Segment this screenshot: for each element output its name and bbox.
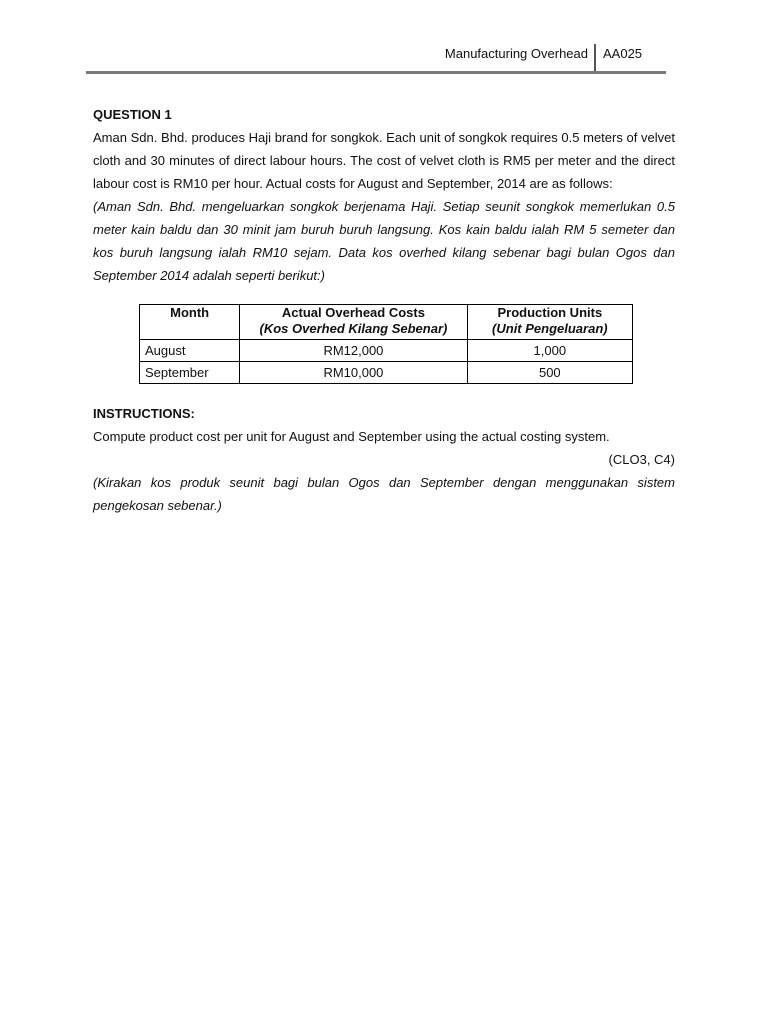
instructions-text-english: Compute product cost per unit for August and September using the actual costing system. <box>93 429 610 444</box>
header-actual-overhead-label: Actual Overhead Costs <box>281 305 425 320</box>
instructions-text-malay: (Kirakan kos produk seunit bagi bulan Ogos dan September dengan menggunakan sistem pengekosan sebenar.) <box>93 475 675 513</box>
header-rule <box>86 71 666 74</box>
clo-reference: (CLO3, C4) <box>608 452 675 467</box>
header-actual-overhead-sublabel: (Kos Overhed Kilang Sebenar) <box>259 321 448 336</box>
table-header-row <box>140 305 633 340</box>
instructions-heading: INSTRUCTIONS: <box>93 406 195 421</box>
header-production-units-label: Production Units <box>497 305 603 320</box>
header-course-code: AA025 <box>603 46 643 61</box>
cell-production-units: 500 <box>467 362 632 384</box>
header-month-label: Month <box>170 305 210 320</box>
header-actual-overhead <box>240 305 467 340</box>
question-text-malay: (Aman Sdn. Bhd. mengeluarkan songkok berjenama Haji. Setiap seunit songkok memerlukan 0.5 meter kain baldu dan 30 minit jam buruh buruh langsung. Kos kain baldu ialah RM 5 semeter dan kos buruh langsung ialah RM10 sejam. Data kos overhed kilang sebenar bagi bulan Ogos dan September 2014 adalah seperti berikut:) <box>93 199 675 283</box>
header-separator <box>594 44 596 72</box>
cell-month: September <box>140 362 240 384</box>
overhead-table <box>139 304 633 384</box>
cell-overhead-cost: RM12,000 <box>240 340 467 362</box>
table-row <box>140 340 633 362</box>
header-production-units-sublabel: (Unit Pengeluaran) <box>492 321 608 336</box>
cell-month: August <box>140 340 240 362</box>
document-body <box>93 103 675 517</box>
cell-overhead-cost: RM10,000 <box>240 362 467 384</box>
question-text-english: Aman Sdn. Bhd. produces Haji brand for songkok. Each unit of songkok requires 0.5 meters of velvet cloth and 30 minutes of direct labour hours. The cost of velvet cloth is RM5 per meter and the direct labour cost is RM10 per hour. Actual costs for August and September, 2014 are as follows: <box>93 130 675 191</box>
question-heading: QUESTION 1 <box>93 107 172 122</box>
header-month <box>140 305 240 340</box>
table-row <box>140 362 633 384</box>
cell-production-units: 1,000 <box>467 340 632 362</box>
page-header <box>86 44 666 74</box>
header-production-units <box>467 305 632 340</box>
header-title: Manufacturing Overhead <box>444 46 588 61</box>
